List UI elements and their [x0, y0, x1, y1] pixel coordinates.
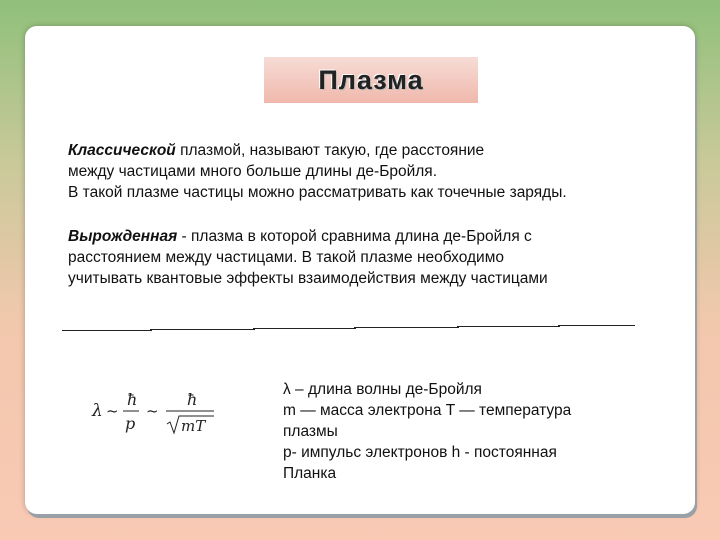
degenerate-line2: расстоянием между частицами. В такой плазме необходимо — [68, 249, 504, 266]
classical-line2: между частицами много больше длины де-Бройля. — [68, 163, 438, 180]
formula-hbar-2: ħ — [187, 390, 198, 409]
definition-line: m — масса электрона T — температура — [283, 402, 572, 419]
degenerate-line1: - плазма в которой сравнима длина де-Бройля с — [177, 228, 532, 245]
classical-line1: плазмой, называют такую, где расстояние — [175, 142, 485, 159]
formula-sim-2: ~ — [146, 402, 159, 420]
formula-p: p — [125, 414, 136, 433]
definition-line: λ – длина волны де-Бройля — [283, 381, 482, 398]
definition-line: плазмы — [283, 423, 338, 440]
title-box — [264, 57, 478, 103]
slide-title: Плазма — [318, 64, 424, 95]
de-broglie-formula — [90, 383, 230, 443]
classical-term: Классической — [68, 142, 176, 159]
classical-plasma-paragraph — [68, 140, 668, 203]
formula-sim-1: ~ — [106, 402, 119, 420]
definitions-list — [283, 379, 643, 484]
classical-line3: В такой плазме частицы можно рассматривать как точечные заряды. — [68, 184, 567, 201]
definition-line: Планка — [283, 465, 337, 482]
formula-lambda: λ — [92, 401, 103, 421]
degenerate-line3: учитывать квантовые эффекты взаимодействия между частицами — [68, 270, 548, 287]
degenerate-term: Вырожденная — [68, 228, 178, 245]
formula-sqrt-arg: mT — [181, 417, 206, 435]
degenerate-plasma-paragraph — [68, 226, 668, 289]
formula-hbar-1: ħ — [127, 390, 138, 409]
definition-line: p- импульс электронов h - постоянная — [283, 444, 557, 461]
